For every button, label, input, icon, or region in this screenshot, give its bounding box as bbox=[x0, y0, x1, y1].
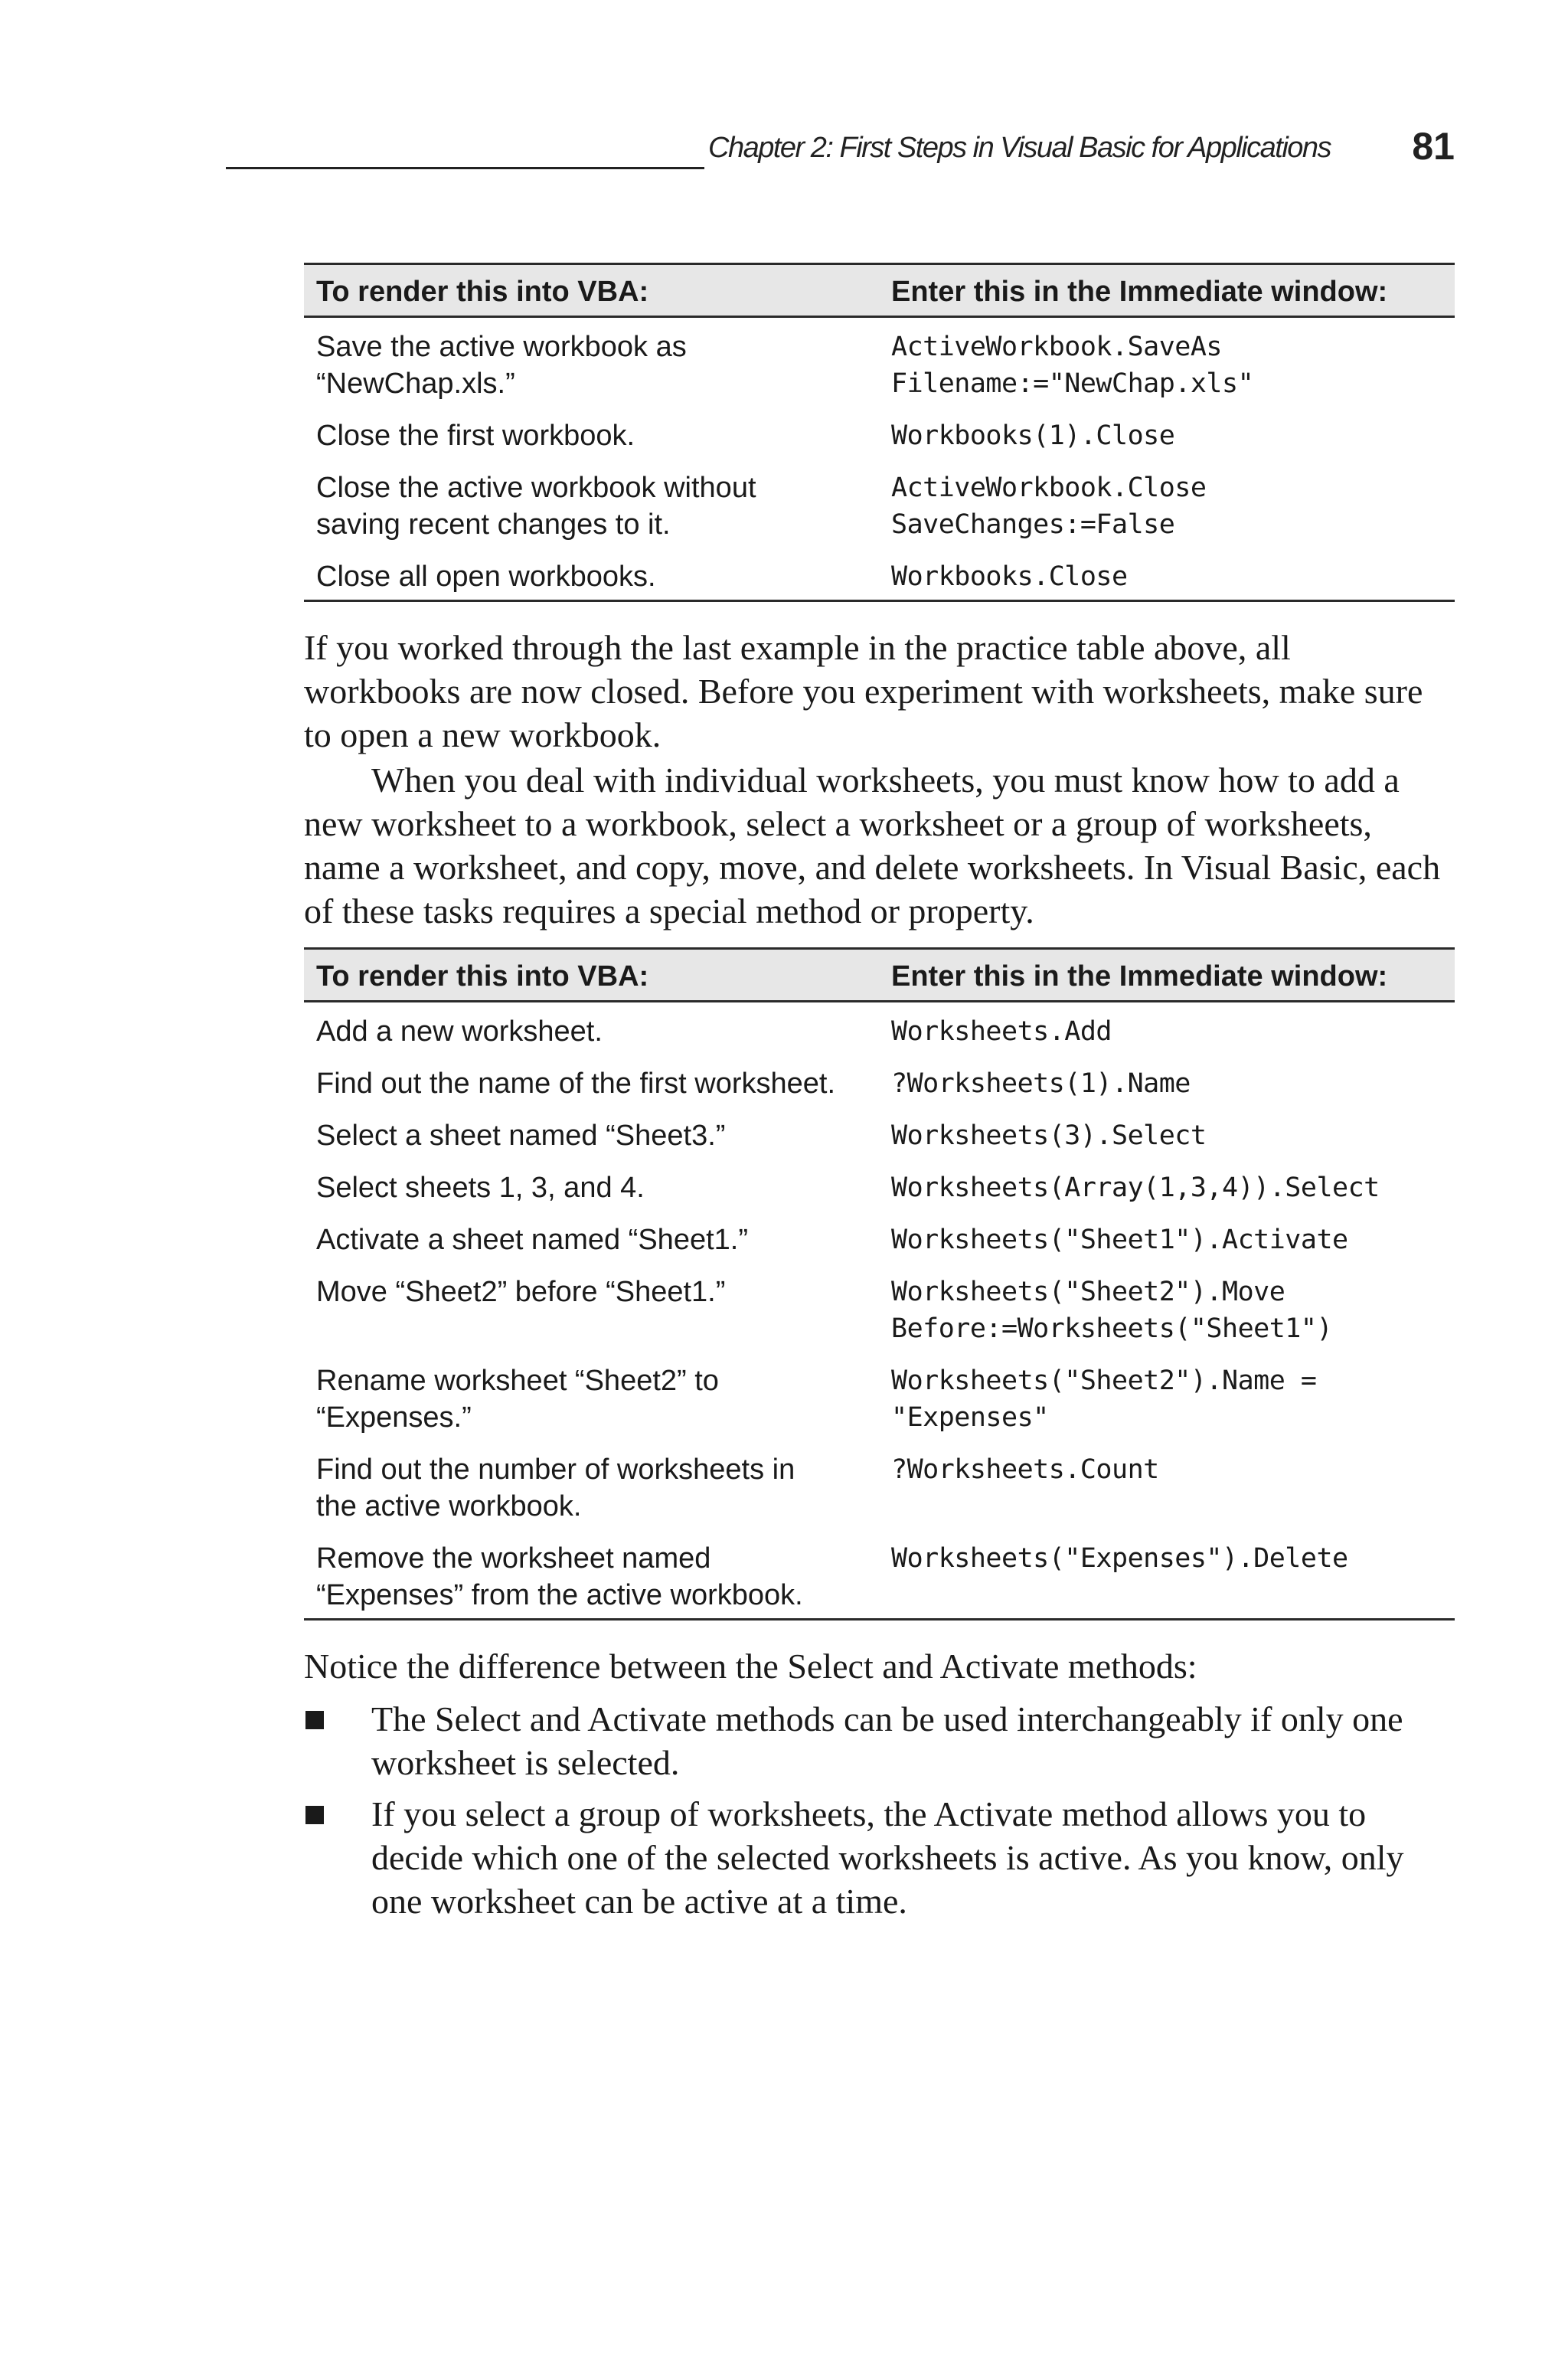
code-cell: ActiveWorkbook.Close SaveChanges:=False bbox=[891, 473, 1207, 540]
body-paragraph: When you deal with individual worksheets, you must know how to add a new worksheet to a workbook, select a worksheet or a group of worksheets, name a worksheet, and copy, move, and delete worksheets. In Visual Basic, each of these tasks requires a special method or property. bbox=[304, 760, 1441, 930]
task-cell: Remove the worksheet named “Expenses” from the active workbook. bbox=[304, 1532, 882, 1620]
header-rule bbox=[226, 167, 704, 169]
table-row bbox=[304, 1355, 1455, 1444]
task-cell: Close the first workbook. bbox=[316, 420, 635, 452]
list-item bbox=[304, 1792, 1455, 1923]
table-row bbox=[304, 410, 1455, 462]
workbook-commands-table bbox=[304, 263, 1455, 602]
list-item bbox=[304, 1697, 1455, 1784]
code-cell: ?Worksheets(1).Name bbox=[891, 1068, 1191, 1099]
code-cell: ActiveWorkbook.SaveAs Filename:="NewChap.xls" bbox=[891, 332, 1254, 399]
square-bullet-icon bbox=[305, 1806, 324, 1824]
task-cell: Close the active workbook without saving recent changes to it. bbox=[316, 472, 756, 541]
column-header-task: To render this into VBA: bbox=[304, 949, 882, 1002]
task-cell: Save the active workbook as “NewChap.xls.” bbox=[316, 331, 687, 400]
list-item-text: The Select and Activate methods can be used interchangeably if only one worksheet is selected. bbox=[371, 1699, 1403, 1782]
code-cell: ?Worksheets.Count bbox=[891, 1454, 1159, 1485]
task-cell: Select sheets 1, 3, and 4. bbox=[316, 1172, 645, 1204]
table-row bbox=[304, 1058, 1455, 1110]
table-row bbox=[304, 1162, 1455, 1214]
body-paragraph: Notice the difference between the Select and Activate methods: bbox=[304, 1647, 1197, 1686]
page-number: 81 bbox=[1412, 125, 1455, 168]
task-cell: Activate a sheet named “Sheet1.” bbox=[316, 1224, 748, 1256]
table-row bbox=[304, 551, 1455, 601]
table-row bbox=[304, 462, 1455, 551]
task-cell: Select a sheet named “Sheet3.” bbox=[316, 1120, 726, 1152]
bullet-list bbox=[304, 1697, 1455, 1931]
task-cell: Rename worksheet “Sheet2” to “Expenses.” bbox=[316, 1365, 719, 1434]
square-bullet-icon bbox=[305, 1711, 324, 1729]
column-header-code: Enter this in the Immediate window: bbox=[882, 949, 1455, 1002]
table-row bbox=[304, 1444, 1455, 1532]
table-header-row bbox=[304, 949, 1455, 1002]
code-cell: Workbooks(1).Close bbox=[891, 420, 1175, 451]
code-cell: Worksheets.Add bbox=[891, 1016, 1112, 1047]
code-cell: Worksheets("Sheet2").Name = "Expenses" bbox=[891, 1365, 1317, 1433]
worksheet-commands-table bbox=[304, 947, 1455, 1621]
task-cell: Find out the name of the first worksheet. bbox=[316, 1068, 836, 1100]
code-cell: Worksheets("Sheet2").Move Before:=Worksheets("Sheet1") bbox=[891, 1277, 1333, 1344]
body-paragraph: If you worked through the last example in the practice table above, all workbooks are now closed. Before you experiment with worksheets, make sure to open a new workbook. bbox=[304, 628, 1423, 754]
task-cell: Find out the number of worksheets in the active workbook. bbox=[316, 1454, 795, 1522]
table-row bbox=[304, 1002, 1455, 1058]
table-row bbox=[304, 1214, 1455, 1266]
running-header bbox=[226, 124, 1455, 176]
code-cell: Worksheets(3).Select bbox=[891, 1120, 1207, 1151]
table-row bbox=[304, 1532, 1455, 1620]
code-cell: Worksheets("Expenses").Delete bbox=[882, 1532, 1455, 1620]
column-header-code: Enter this in the Immediate window: bbox=[882, 264, 1455, 317]
table-row bbox=[304, 1110, 1455, 1162]
table-header-row bbox=[304, 264, 1455, 317]
code-cell: Worksheets(Array(1,3,4)).Select bbox=[891, 1172, 1380, 1203]
task-cell: Add a new worksheet. bbox=[316, 1015, 603, 1048]
task-cell: Close all open workbooks. bbox=[304, 551, 882, 601]
task-cell: Move “Sheet2” before “Sheet1.” bbox=[316, 1276, 726, 1308]
code-cell: Workbooks.Close bbox=[882, 551, 1455, 601]
list-item-text: If you select a group of worksheets, the Activate method allows you to decide which one of the selected worksheets is active. As you know, only one worksheet can be active at a time. bbox=[371, 1794, 1404, 1921]
code-cell: Worksheets("Sheet1").Activate bbox=[891, 1225, 1348, 1255]
table-row bbox=[304, 1266, 1455, 1355]
column-header-task: To render this into VBA: bbox=[304, 264, 882, 317]
chapter-title: Chapter 2: First Steps in Visual Basic for Applications bbox=[708, 132, 1331, 164]
table-row bbox=[304, 317, 1455, 410]
